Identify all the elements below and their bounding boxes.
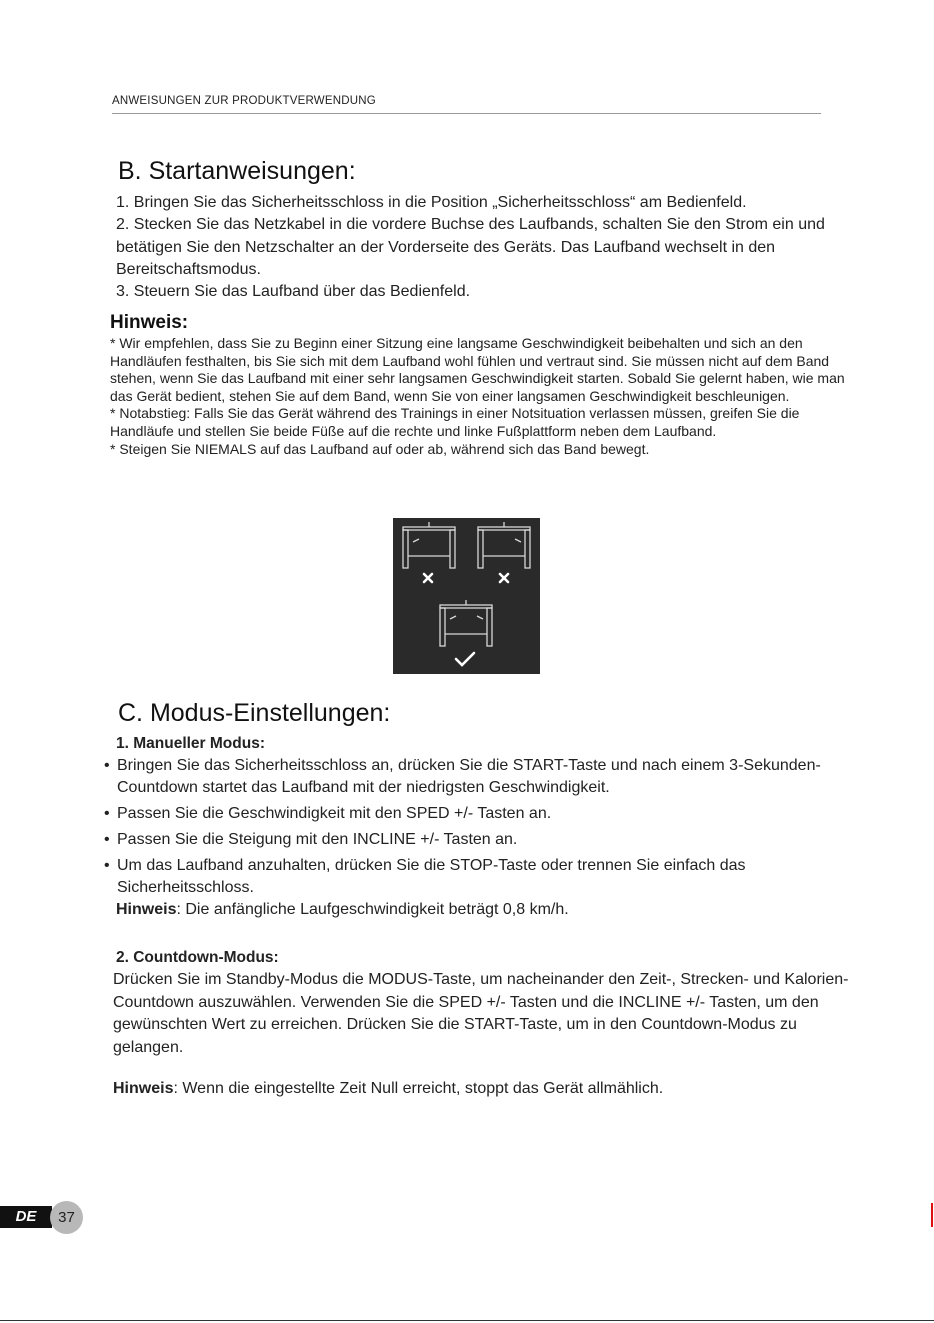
hint-text: : Die anfängliche Laufgeschwindigkeit beträgt 0,8 km/h. [176, 901, 569, 918]
list-item: • Passen Sie die Geschwindigkeit mit den SPED +/- Tasten an. [104, 803, 864, 825]
list-item: • Passen Sie die Steigung mit den INCLINE +/- Tasten an. [104, 829, 864, 851]
start-step: 2. Stecken Sie das Netzkabel in die vordere Buchse des Laufbands, schalten Sie den Strom ein und betätigen Sie den Netzschalter an der Vorderseite des Geräts. Das Laufband wechselt in den Bereitschaftsmodus. [116, 216, 825, 278]
x-mark-icon [424, 574, 432, 582]
list-item: • Bringen Sie das Sicherheitsschloss an, drücken Sie die START-Taste und nach einem 3-Sekunden-Countdown startet das Laufband mit der niedrigsten Geschwindigkeit. [104, 755, 864, 799]
countdown-mode-hint [113, 1080, 663, 1098]
start-step: 1. Bringen Sie das Sicherheitsschloss in die Position „Sicherheitsschloss“ am Bedienfeld. [116, 194, 747, 211]
page-number: 37 [50, 1201, 83, 1234]
section-c-title: C. Modus-Einstellungen: [118, 699, 391, 727]
hint-label: Hinweis [116, 901, 177, 918]
treadmill-wrong-left-icon [403, 522, 455, 568]
manual-mode-list [104, 755, 864, 903]
hinweis-note: * Steigen Sie NIEMALS auf das Laufband auf oder ab, während sich das Band bewegt. [110, 440, 650, 457]
list-item: • Um das Laufband anzuhalten, drücken Sie die STOP-Taste oder trennen Sie einfach das Sicherheitsschloss. [104, 855, 864, 899]
treadmill-correct-icon [440, 600, 492, 646]
hinweis-title: Hinweis: [110, 312, 189, 333]
hint-label: Hinweis [113, 1080, 174, 1097]
countdown-mode-title: 2. Countdown-Modus: [116, 949, 279, 966]
check-mark-icon [456, 653, 474, 665]
treadmill-safety-figure [393, 518, 540, 674]
section-b-title: B. Startanweisungen: [118, 157, 356, 185]
treadmill-illustration [393, 518, 540, 674]
start-step: 3. Steuern Sie das Laufband über das Bedienfeld. [116, 283, 471, 301]
x-mark-icon [500, 574, 508, 582]
hinweis-note: * Notabstieg: Falls Sie das Gerät während des Trainings in einer Notsituation verlassen müssen, greifen Sie die Handläufe und stellen Sie beide Füße auf die rechte und linke Fußplattform neben dem Laufband. [110, 405, 800, 439]
hinweis-notes [110, 335, 850, 458]
manual-mode-hint [116, 901, 569, 919]
language-badge: DE [0, 1206, 52, 1228]
page-header: ANWEISUNGEN ZUR PRODUKTVERWENDUNG [112, 95, 376, 107]
header-divider [112, 113, 821, 114]
start-steps [116, 192, 866, 303]
bottom-divider [0, 1320, 934, 1321]
edge-marker [931, 1203, 933, 1227]
hinweis-note: * Wir empfehlen, dass Sie zu Beginn einer Sitzung eine langsame Geschwindigkeit beibehalten und sich an den Handläufen festhalten, bis Sie sich mit dem Laufband wohl fühlen und vertraut sind. Sie müssen nicht auf dem Band stehen, wenn Sie das Laufband mit einer sehr langsamen Geschwindigkeit starten. Sobald Sie gelernt haben, wie man das Gerät bedient, stehen Sie auf dem Band, wenn Sie von einer langsamen Geschwindigkeit beschleunigen. [110, 335, 845, 404]
treadmill-wrong-right-icon [478, 522, 530, 568]
countdown-mode-text: Drücken Sie im Standby-Modus die MODUS-Taste, um nacheinander den Zeit-, Strecken- und Kalorien-Countdown auszuwählen. Verwenden Sie die SPED +/- Tasten und die INCLINE +/- Tasten, um den gewünschten Wert zu erreichen. Drücken Sie die START-Taste, um in den Countdown-Modus zu gelangen. [113, 971, 849, 1056]
manual-mode-title: 1. Manueller Modus: [116, 735, 265, 752]
hint-text: : Wenn die eingestellte Zeit Null erreicht, stoppt das Gerät allmählich. [173, 1080, 664, 1097]
